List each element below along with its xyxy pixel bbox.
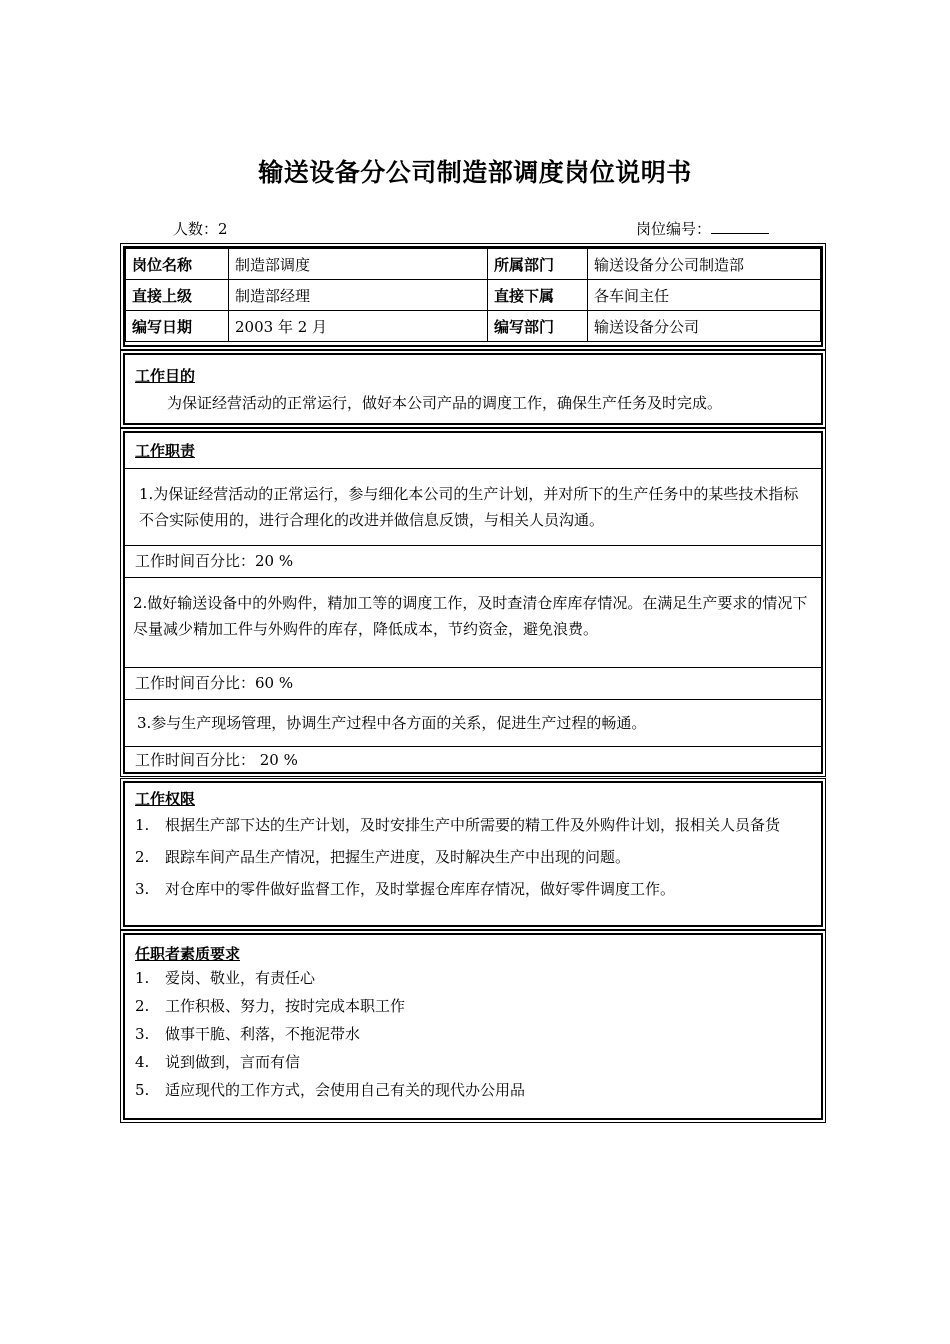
list-number: 4. — [135, 1053, 150, 1071]
list-item — [125, 812, 821, 838]
list-text: 跟踪车间产品生产情况，把握生产进度，及时解决生产中出现的问题。 — [165, 848, 631, 866]
list-number: 2. — [135, 848, 150, 866]
duties-header — [125, 433, 821, 469]
duty-item: 3.参与生产现场管理，协调生产过程中各方面的关系，促进生产过程的畅通。 — [125, 700, 821, 747]
list-item — [125, 844, 821, 870]
requirements-section — [123, 933, 823, 1120]
list-number: 1. — [135, 969, 150, 987]
list-number: 2. — [135, 997, 150, 1015]
position-code — [636, 218, 769, 239]
info-value: 输送设备分公司制造部 — [588, 249, 821, 280]
list-item — [125, 1020, 821, 1048]
basic-info-table — [123, 246, 823, 347]
duties-section — [123, 431, 823, 774]
goal-text: 为保证经营活动的正常运行，做好本公司产品的调度工作，确保生产任务及时完成。 — [167, 394, 723, 412]
duty-item: 1.为保证经营活动的正常运行，参与细化本公司的生产计划，并对所下的生产任务中的某些技术指标不合实际使用的，进行合理化的改进并做信息反馈，与相关人员沟通。 — [125, 469, 821, 546]
section-title: 工作职责 — [135, 442, 196, 460]
list-number: 3. — [135, 880, 150, 898]
info-label: 直接下属 — [488, 280, 588, 311]
position-code-label: 岗位编号： — [636, 220, 712, 238]
info-label: 编写日期 — [126, 311, 229, 342]
list-text: 根据生产部下达的生产计划，及时安排生产中所需要的精工件及外购件计划，报相关人员备货 — [165, 816, 781, 834]
page-title: 输送设备分公司制造部调度岗位说明书 — [258, 158, 692, 187]
authority-section — [123, 781, 823, 927]
list-text: 适应现代的工作方式，会使用自己有关的现代办公用品 — [165, 1081, 526, 1099]
list-number: 5. — [135, 1081, 150, 1099]
list-number: 1. — [135, 816, 150, 834]
info-row — [126, 311, 821, 342]
list-number: 3. — [135, 1025, 150, 1043]
duty-percentage: 工作时间百分比：20 % — [125, 546, 821, 578]
info-value: 制造部调度 — [229, 249, 488, 280]
list-item — [125, 992, 821, 1020]
info-value: 2003 年 2 月 — [229, 311, 488, 342]
duty-percentage: 工作时间百分比：60 % — [125, 668, 821, 700]
info-label: 岗位名称 — [126, 249, 229, 280]
info-label: 所属部门 — [488, 249, 588, 280]
list-text: 说到做到，言而有信 — [165, 1053, 301, 1071]
section-title: 工作权限 — [135, 790, 196, 808]
position-code-blank — [711, 219, 769, 234]
duty-percentage: 工作时间百分比： 20 % — [135, 751, 298, 769]
list-item — [125, 1048, 821, 1076]
info-label: 编写部门 — [488, 311, 588, 342]
section-title: 工作目的 — [135, 367, 196, 385]
list-text: 对仓库中的零件做好监督工作，及时掌握仓库库存情况，做好零件调度工作。 — [165, 880, 676, 898]
info-row — [126, 249, 821, 280]
list-text: 做事干脆、利落，不拖泥带水 — [165, 1025, 361, 1043]
info-value: 输送设备分公司 — [588, 311, 821, 342]
info-row — [126, 280, 821, 311]
headcount: 人数：2 — [173, 220, 228, 238]
info-value: 制造部经理 — [229, 280, 488, 311]
list-item — [125, 876, 821, 902]
list-text: 工作积极、努力，按时完成本职工作 — [165, 997, 406, 1015]
section-title: 任职者素质要求 — [135, 945, 241, 963]
info-value: 各车间主任 — [588, 280, 821, 311]
goal-section — [123, 353, 823, 425]
list-text: 爱岗、敬业，有责任心 — [165, 969, 316, 987]
list-item — [125, 1076, 821, 1104]
info-label: 直接上级 — [126, 280, 229, 311]
duty-item: 2.做好输送设备中的外购件，精加工等的调度工作，及时查清仓库库存情况。在满足生产要求的情况下尽量减少精加工件与外购件的库存，降低成本，节约资金，避免浪费。 — [125, 578, 821, 668]
list-item — [125, 964, 821, 992]
